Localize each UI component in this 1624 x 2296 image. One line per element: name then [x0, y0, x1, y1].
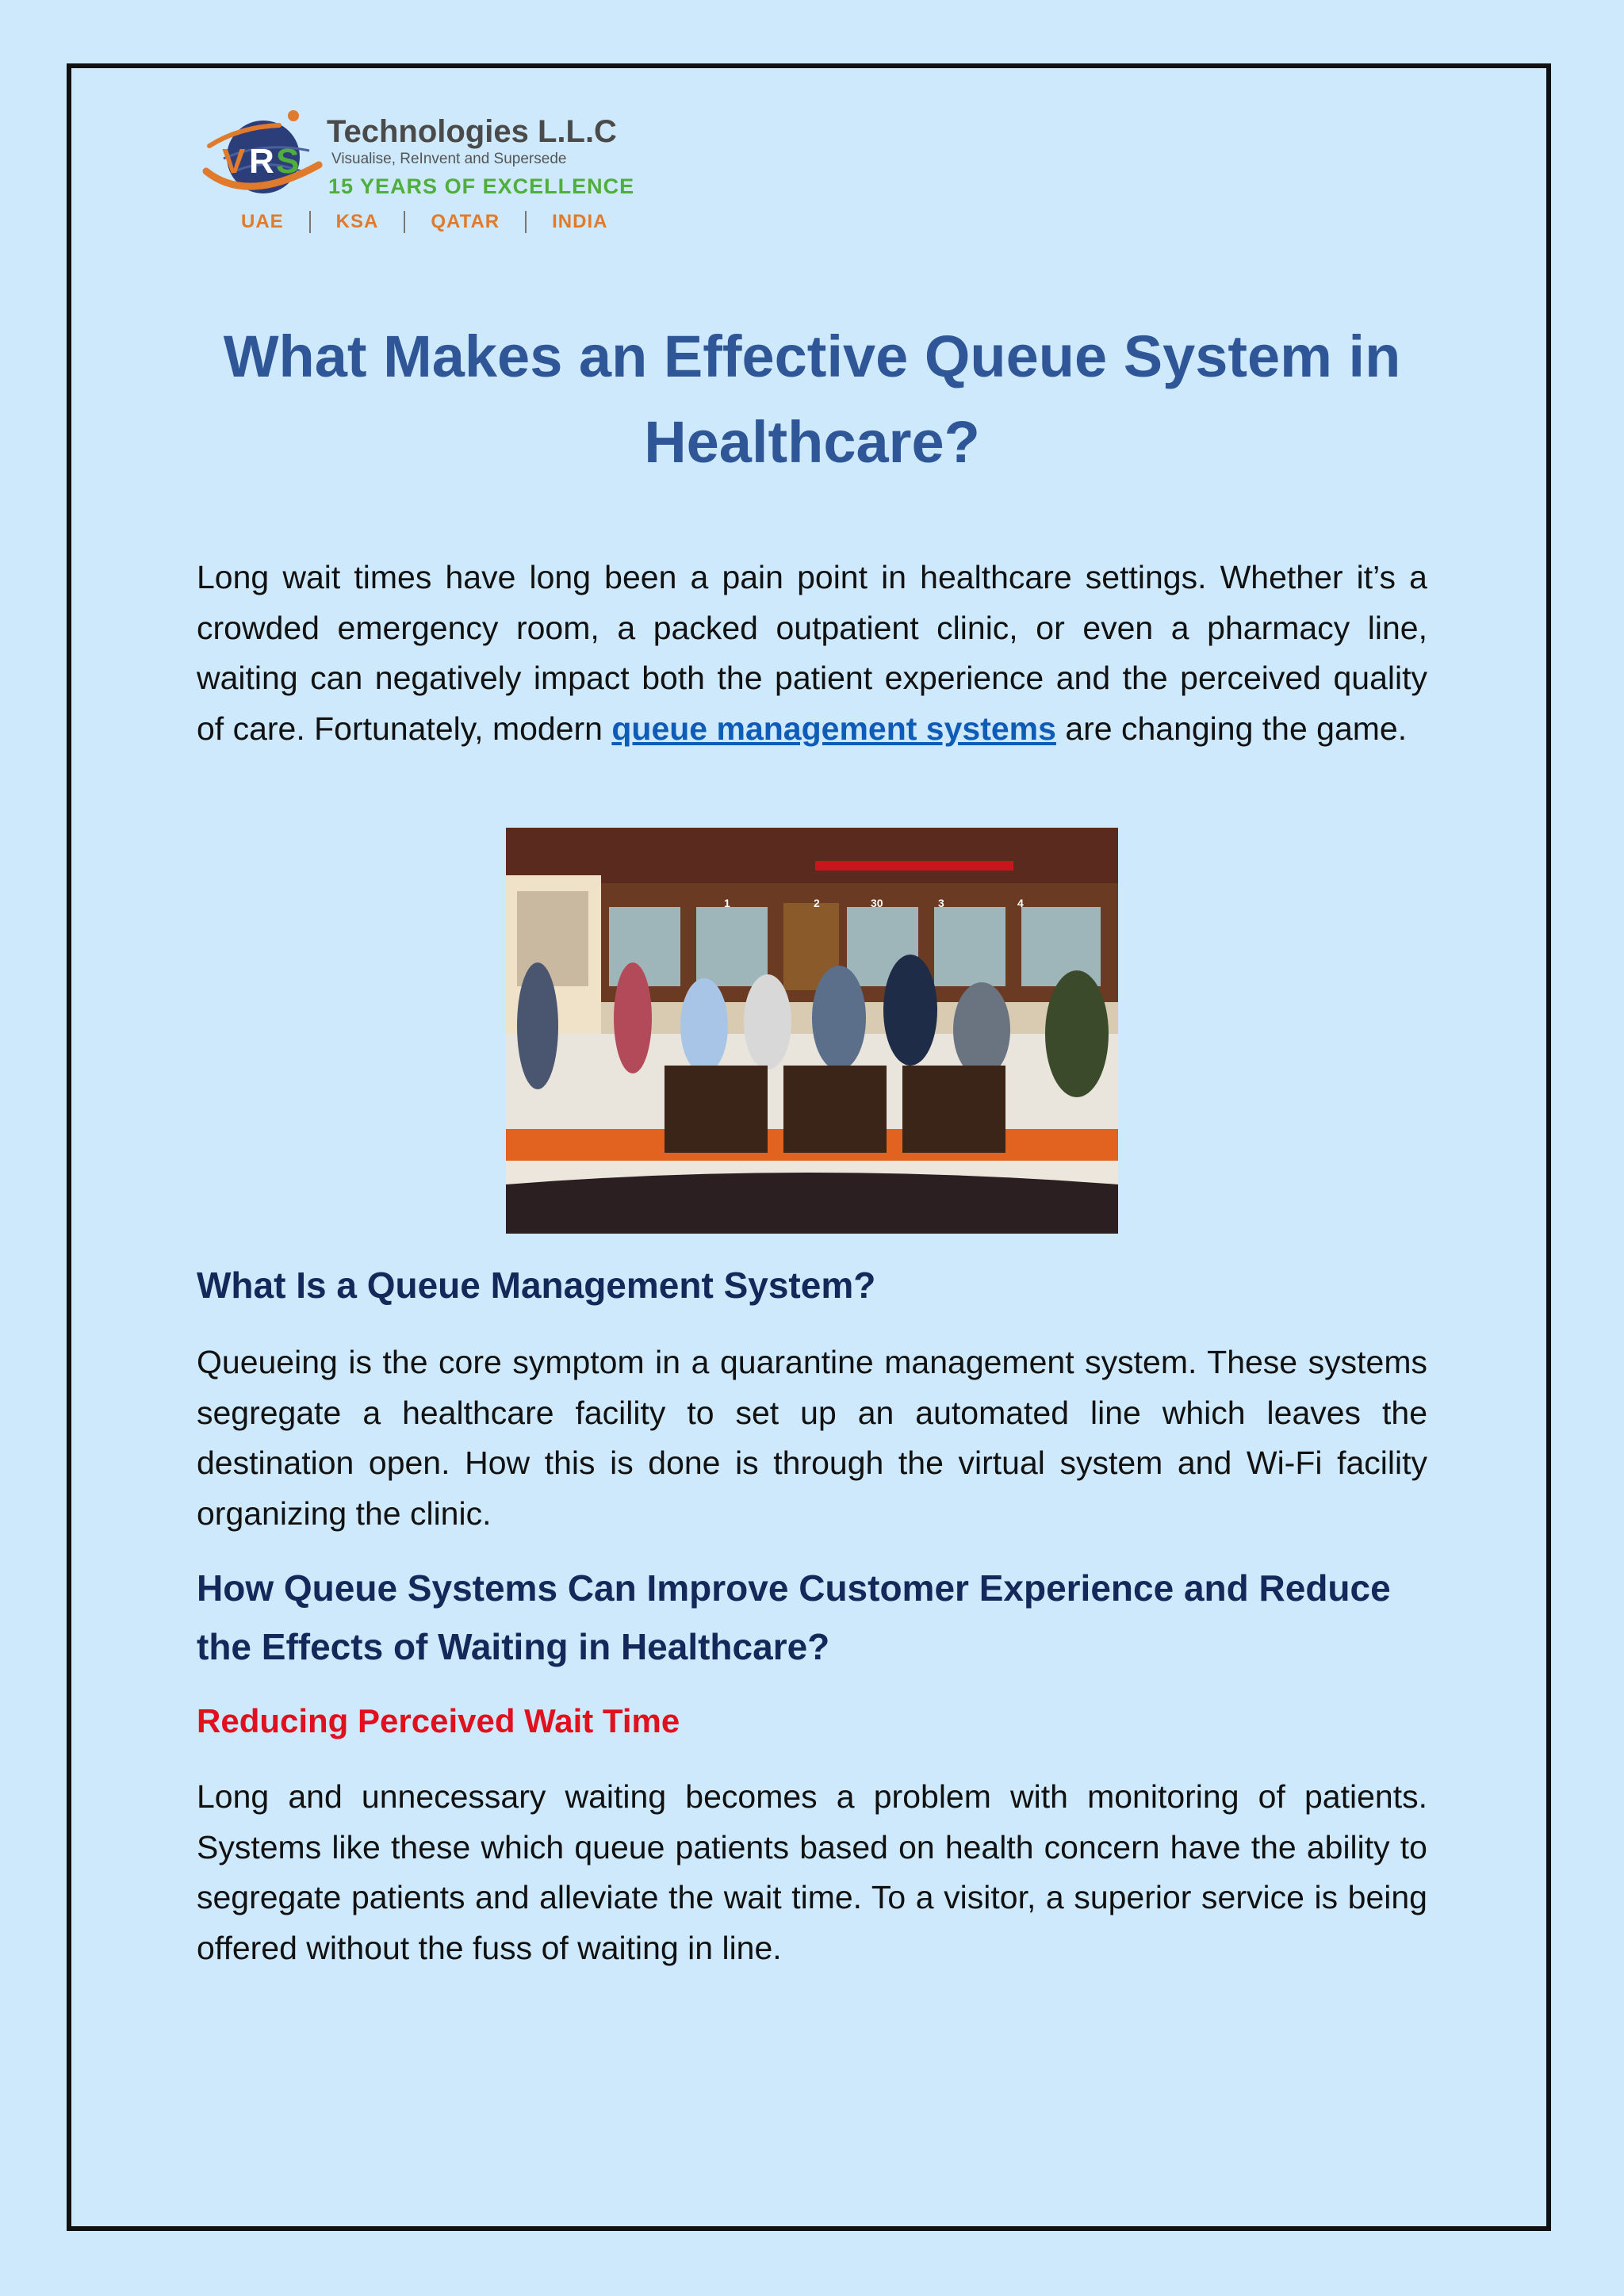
counter-number: 3 — [938, 897, 944, 909]
region-india: INDIA — [552, 211, 608, 232]
counter-number: 1 — [724, 897, 730, 909]
region-ksa: KSA — [335, 211, 379, 232]
page-title: What Makes an Effective Queue System in Healthcare? — [223, 323, 1401, 475]
svg-text:V: V — [222, 142, 246, 181]
region-qatar: QATAR — [431, 211, 500, 232]
counter-number: 30 — [871, 897, 883, 909]
excellence-badge: 15 YEARS OF EXCELLENCE — [328, 174, 635, 198]
waiting-room-photo — [506, 828, 1118, 1234]
intro-text-end: are changing the game. — [1055, 710, 1408, 747]
globe-logo-icon — [200, 109, 327, 205]
queue-management-link[interactable]: queue management systems — [611, 710, 1056, 747]
divider — [309, 211, 311, 233]
region-uae: UAE — [241, 211, 284, 232]
section-paragraph: Queueing is the core symptom in a quarantine management system. These systems segregate a healthcare facility to set up an automated line which leaves the destination open. How this is done is through the virtual system and Wi-Fi facility organizing the clinic. — [197, 1344, 1427, 1532]
intro-text: Long wait times have long been a pain point in healthcare settings. Whether it’s a crowded emergency room, a packed outpatient clinic, or even a pharmacy line, waiting can negatively impact both the patient experience and the perceived quality of care. Fortunately, modern — [197, 559, 1427, 747]
subsection-paragraph: Long and unnecessary waiting becomes a problem with monitoring of patients. Systems like these which queue patients based on health concern have the ability to segregate patients and alleviate the wait time. To a visitor, a superior service is being offered without the fuss of waiting in line. — [197, 1778, 1427, 1966]
svg-text:S: S — [276, 142, 300, 181]
subsection-heading-wait-time: Reducing Perceived Wait Time — [197, 1702, 680, 1739]
svg-text:R: R — [249, 142, 274, 181]
intro-paragraph — [197, 553, 1427, 754]
section-heading-improve-experience: How Queue Systems Can Improve Customer Experience and Reduce the Effects of Waiting in Healthcare? — [197, 1567, 1391, 1667]
divider — [404, 211, 405, 233]
region-list — [241, 211, 607, 233]
counter-number: 4 — [1017, 897, 1024, 909]
counter-number: 2 — [814, 897, 820, 909]
divider — [525, 211, 527, 233]
section-heading-queue-system: What Is a Queue Management System? — [197, 1265, 876, 1306]
company-logo — [200, 109, 635, 244]
brand-name: Technologies L.L.C — [327, 114, 617, 149]
brand-tagline: Visualise, ReInvent and Supersede — [331, 151, 567, 167]
